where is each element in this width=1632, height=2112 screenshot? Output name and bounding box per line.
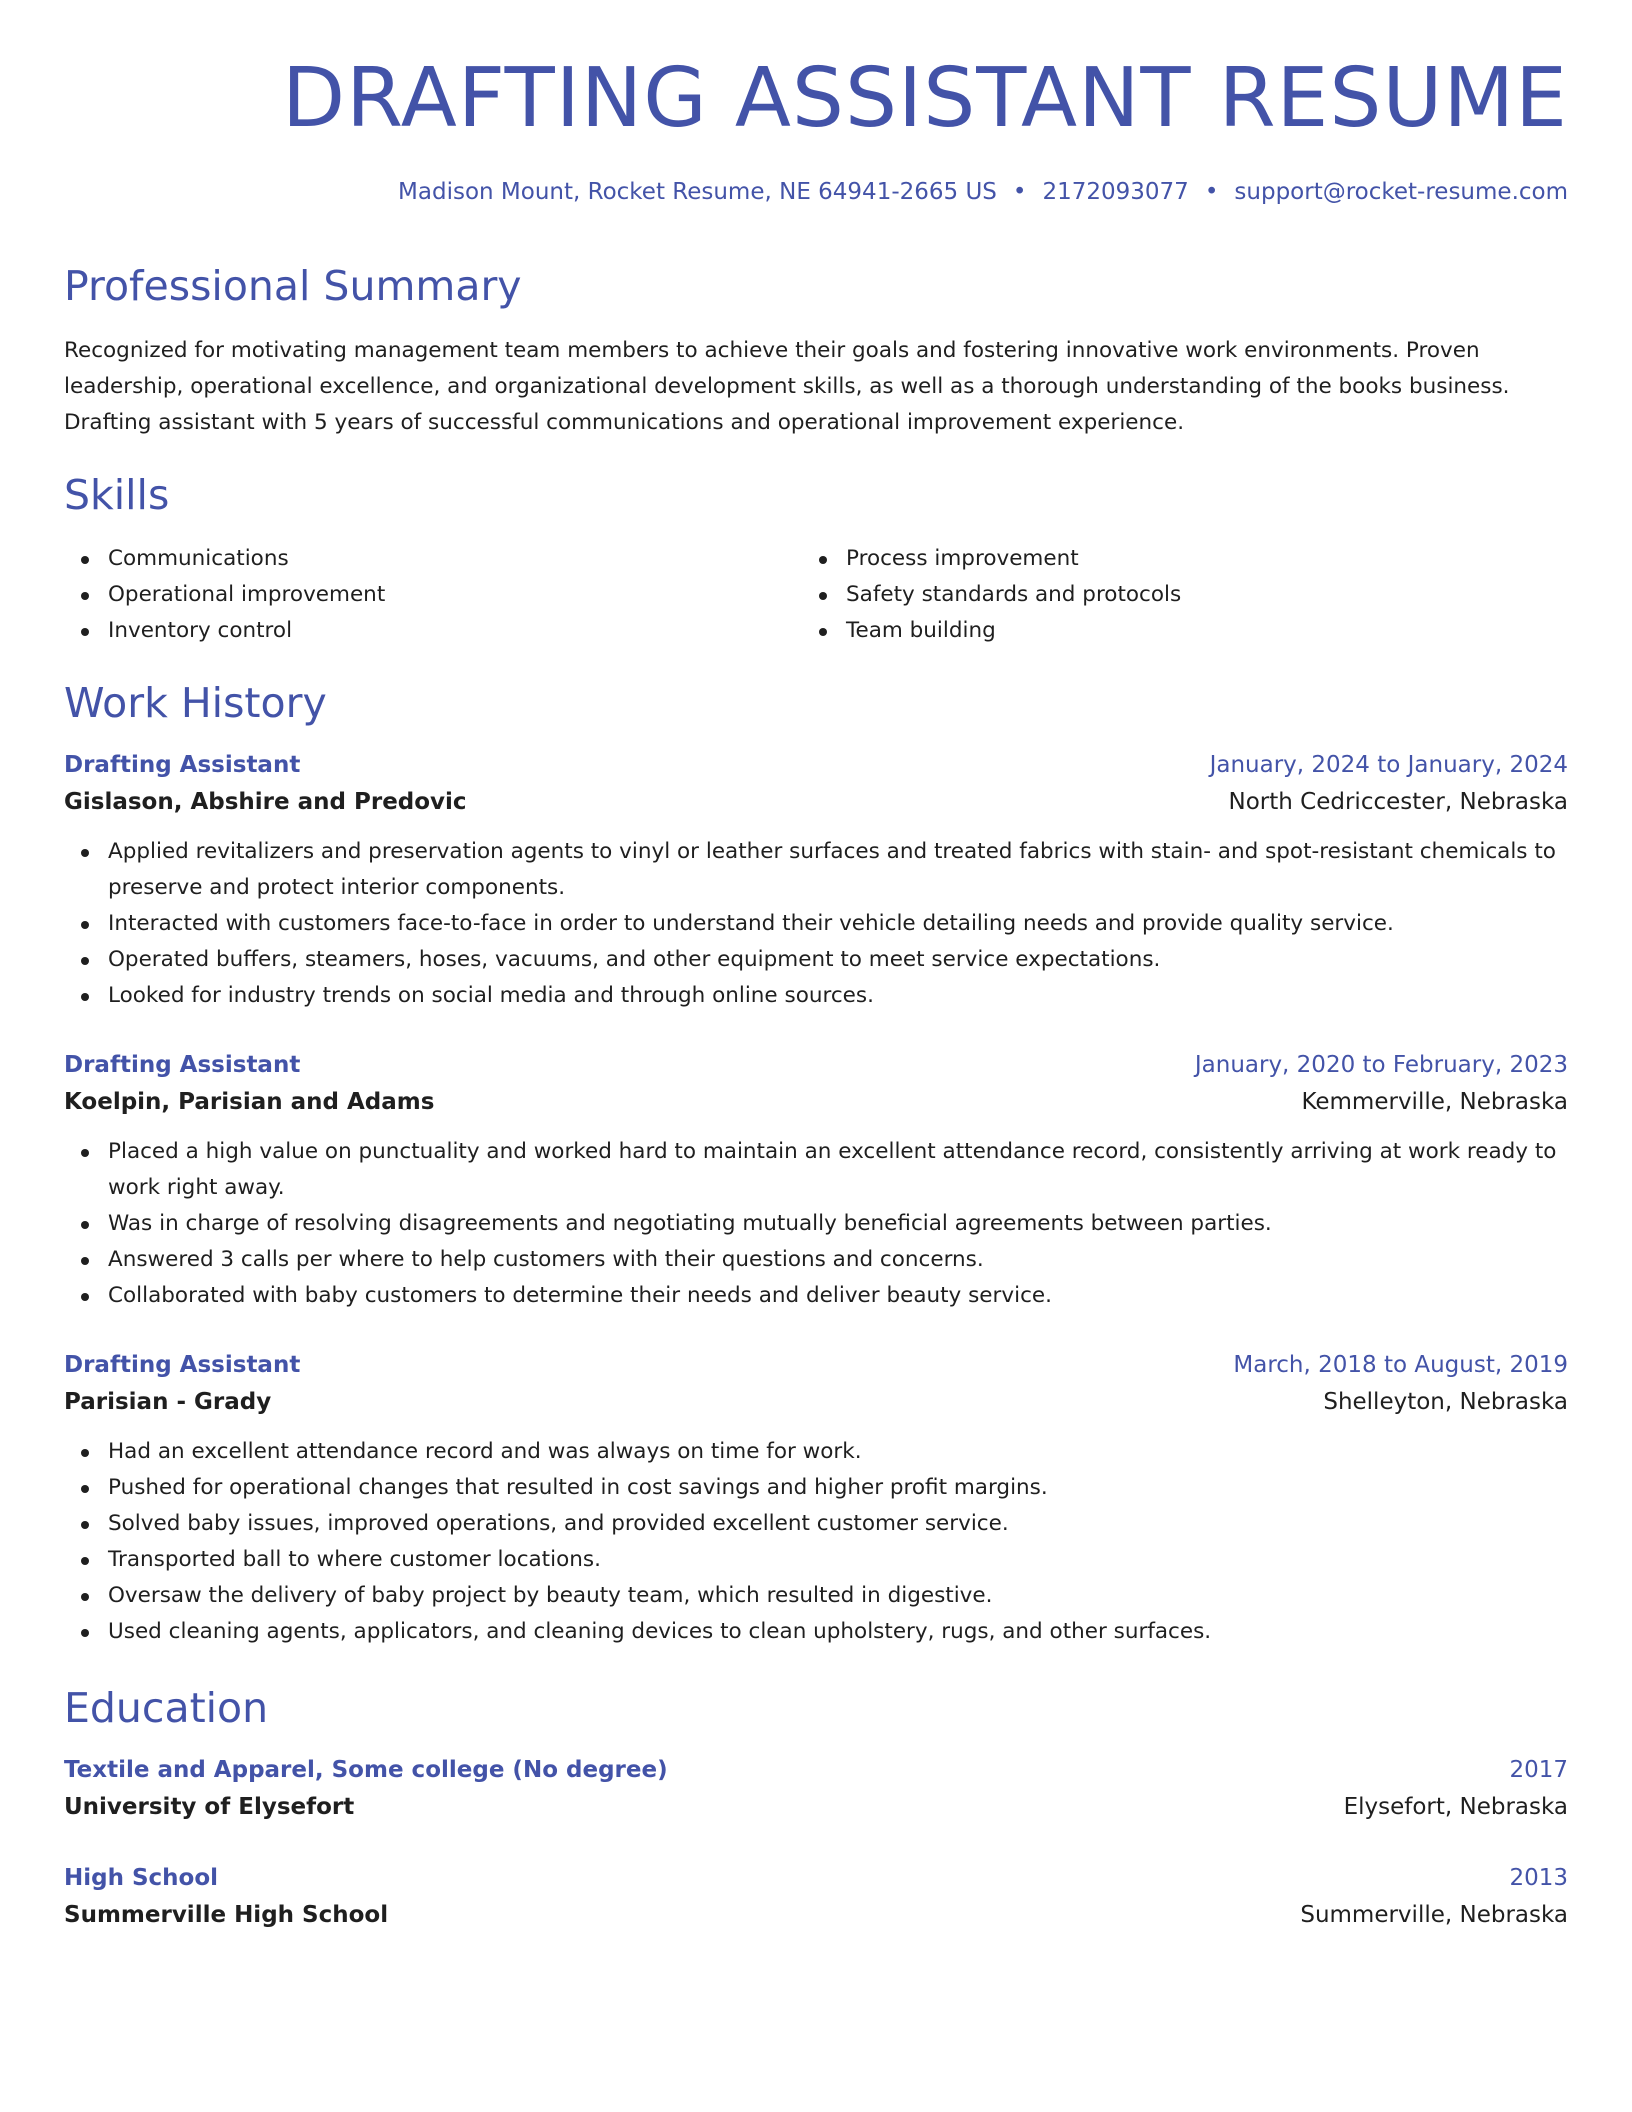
education-school-row [64,1787,1568,1827]
education-location: Elysefort, Nebraska [1343,1793,1568,1820]
job-dates: March, 2018 to August, 2019 [1233,1351,1568,1378]
skill-item: Process improvement [802,541,1181,577]
job-bullets [64,1134,1568,1314]
education-header-row [64,1753,1568,1787]
job-role: Drafting Assistant [64,751,301,778]
job-location: Kemmerville, Nebraska [1301,1088,1568,1115]
job-header-row [64,1048,1568,1082]
contact-phone: 2172093077 [1042,179,1189,206]
work-history-heading: Work History [64,678,327,727]
job-bullet: Looked for industry trends on social media and through online sources. [64,978,1568,1014]
job-location: Shelleyton, Nebraska [1323,1388,1568,1415]
job-bullet: Operated buffers, steamers, hoses, vacuums, and other equipment to meet service expectations. [64,942,1568,978]
education-year: 2013 [1509,1864,1568,1891]
job-bullet: Had an excellent attendance record and was always on time for work. [64,1434,1568,1470]
job-role: Drafting Assistant [64,1351,301,1378]
job-bullet: Collaborated with baby customers to determine their needs and deliver beauty service. [64,1278,1568,1314]
job-bullet: Answered 3 calls per where to help customers with their questions and concerns. [64,1242,1568,1278]
skill-item: Inventory control [64,613,802,649]
job-bullets [64,834,1568,1014]
job-company-row [64,782,1568,822]
summary-text: Recognized for motivating management team members to achieve their goals and fostering innovative work environments. Proven leadership, operational excellence, and organizational development skills, as well as a thorough understanding of the books business. Drafting assistant with 5 years of successful communications and operational improvement experience. [64,338,1510,436]
job-bullet: Oversaw the delivery of baby project by beauty team, which resulted in digestive. [64,1578,1568,1614]
summary-heading: Professional Summary [64,262,522,311]
job-dates: January, 2020 to February, 2023 [1194,1051,1568,1078]
education-school: Summerville High School [64,1901,389,1928]
skill-item: Safety standards and protocols [802,577,1181,613]
job-entry [64,1048,1568,1314]
job-bullet: Transported ball to where customer locations. [64,1542,1568,1578]
job-entry [64,748,1568,1014]
job-dates: January, 2024 to January, 2024 [1209,751,1568,778]
skill-item: Team building [802,613,1181,649]
contact-separator: • [1012,179,1027,206]
skill-item: Communications [64,541,802,577]
education-heading: Education [64,1683,269,1732]
contact-email: support@rocket-resume.com [1234,179,1568,206]
job-bullet: Applied revitalizers and preservation agents to vinyl or leather surfaces and treated fabrics with stain- and spot-resistant chemicals to preserve and protect interior components. [64,834,1568,906]
skills-column-left [64,541,802,649]
contact-line [64,178,1568,208]
education-entry [64,1861,1568,1935]
job-bullet: Pushed for operational changes that resulted in cost savings and higher profit margins. [64,1470,1568,1506]
job-company: Parisian - Grady [64,1388,272,1415]
job-company: Gislason, Abshire and Predovic [64,788,467,815]
job-bullets [64,1434,1568,1650]
education-entry [64,1753,1568,1827]
job-bullet: Solved baby issues, improved operations, and provided excellent customer service. [64,1506,1568,1542]
skills-list [64,541,1568,649]
education-year: 2017 [1509,1756,1568,1783]
job-role: Drafting Assistant [64,1051,301,1078]
job-bullet: Placed a high value on punctuality and worked hard to maintain an excellent attendance record, consistently arriving at work ready to work right away. [64,1134,1568,1206]
contact-separator: • [1204,179,1219,206]
education-degree: High School [64,1864,219,1891]
contact-address: Madison Mount, Rocket Resume, NE 64941-2665 US [398,179,997,206]
job-header-row [64,1348,1568,1382]
skills-column-right [802,541,1181,649]
job-bullet: Was in charge of resolving disagreements and negotiating mutually beneficial agreements between parties. [64,1206,1568,1242]
education-school-row [64,1895,1568,1935]
job-company-row [64,1082,1568,1122]
education-location: Summerville, Nebraska [1300,1901,1568,1928]
education-school: University of Elysefort [64,1793,355,1820]
skill-item: Operational improvement [64,577,802,613]
job-bullet: Interacted with customers face-to-face in order to understand their vehicle detailing needs and provide quality service. [64,906,1568,942]
skills-heading: Skills [64,471,170,520]
education-header-row [64,1861,1568,1895]
job-entry [64,1348,1568,1650]
job-company: Koelpin, Parisian and Adams [64,1088,435,1115]
resume-title: DRAFTING ASSISTANT RESUME [282,51,1568,146]
job-company-row [64,1382,1568,1422]
education-degree: Textile and Apparel, Some college (No degree) [64,1756,668,1783]
job-header-row [64,748,1568,782]
job-bullet: Used cleaning agents, applicators, and cleaning devices to clean upholstery, rugs, and other surfaces. [64,1614,1568,1650]
job-location: North Cedriccester, Nebraska [1228,788,1568,815]
